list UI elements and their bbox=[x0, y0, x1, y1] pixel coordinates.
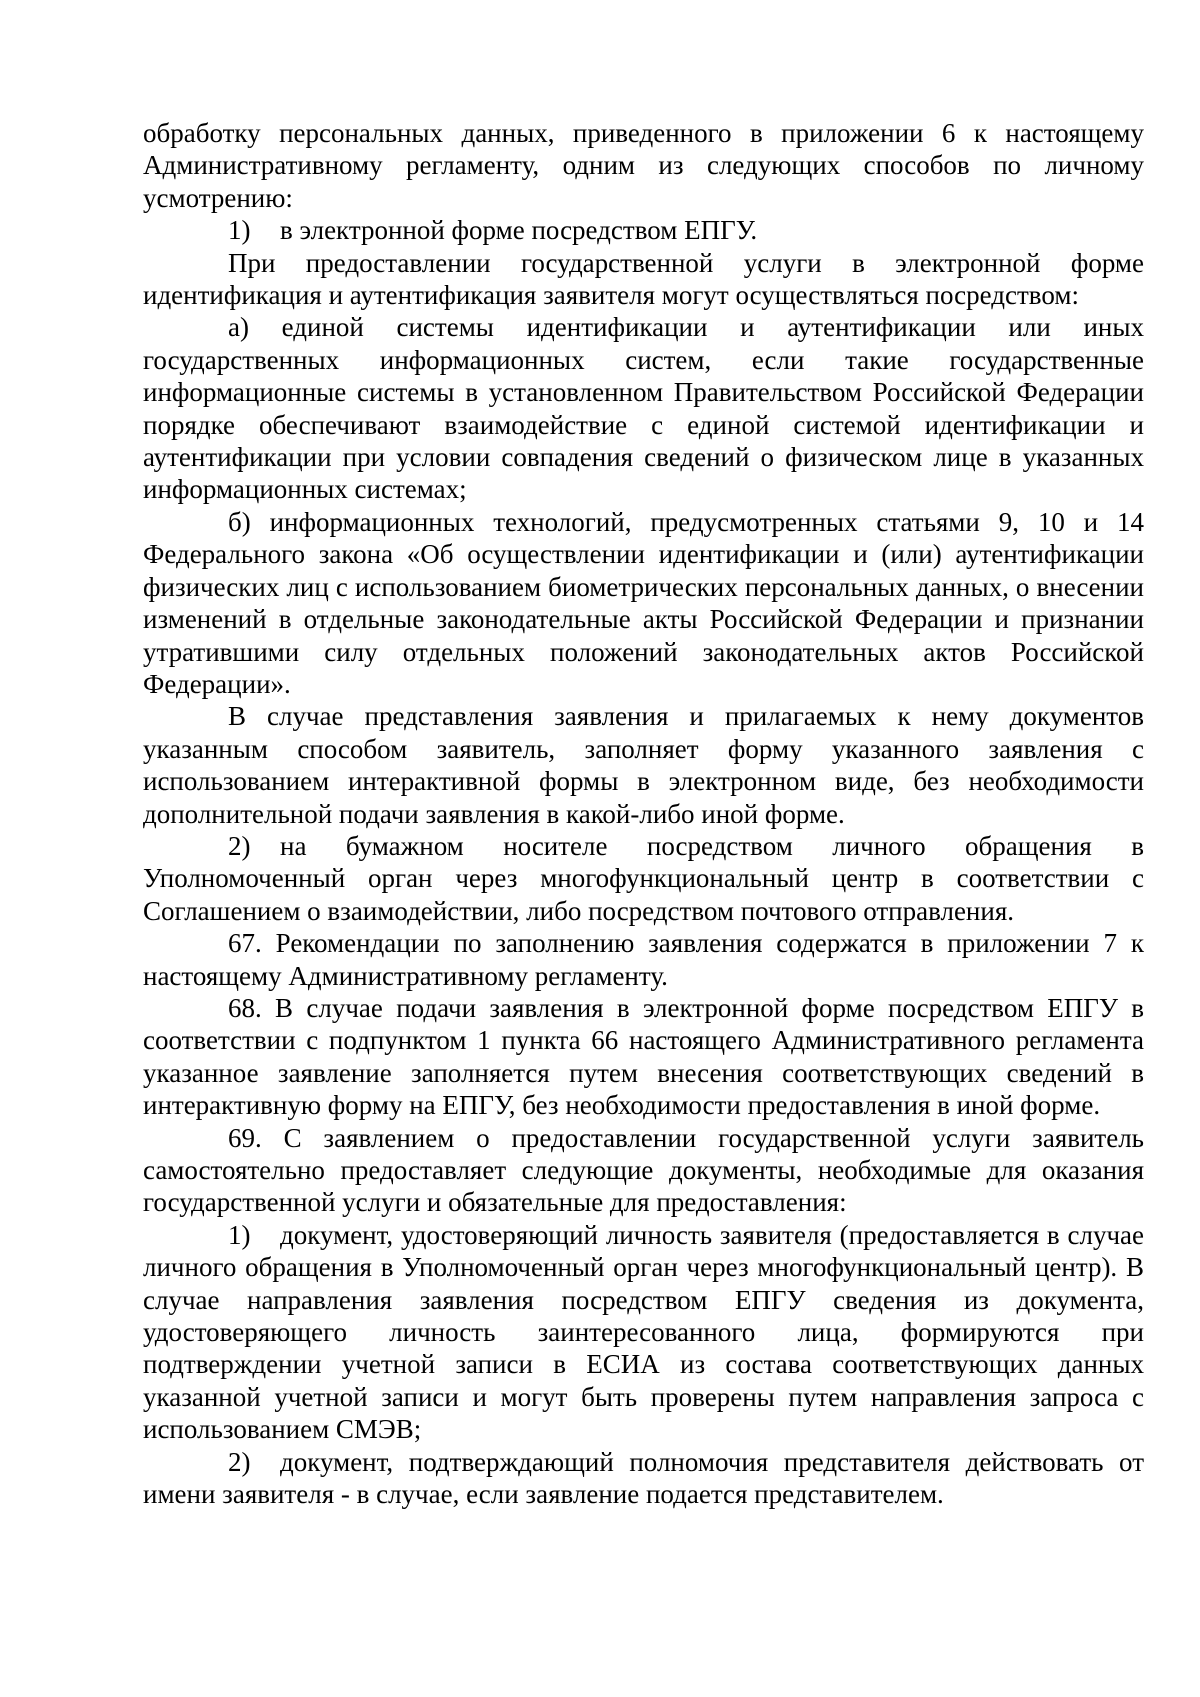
list-item-text: в электронной форме посредством ЕПГУ. bbox=[280, 215, 758, 246]
list-marker: 1) bbox=[228, 1219, 251, 1250]
list-item-text: документ, удостоверяющий личность заявителя (предоставляется в случае личного обращения в Уполномоченный орган через многофункциональный центр). В случае направления заявления посредством ЕПГУ сведения из документа, удостоверяющего личность заинтересованного лица, формируются при подтверждении учетной записи в ЕСИА из состава соответствующих данных указанной учетной записи и могут быть проверены путем направления запроса с использованием СМЭВ; bbox=[143, 1219, 1144, 1445]
document-body bbox=[143, 117, 1144, 1510]
list-marker: 2) bbox=[228, 830, 251, 861]
paragraph-67: 67. Рекомендации по заполнению заявления содержатся в приложении 7 к настоящему Административному регламенту. bbox=[143, 928, 1144, 991]
list-marker: 2) bbox=[228, 1446, 251, 1477]
paragraph-interactive-form: В случае представления заявления и прилагаемых к нему документов указанным способом заявитель, заполняет форму указанного заявления с использованием интерактивной формы в электронном виде, без необходимости дополнительной подачи заявления в какой-либо иной форме. bbox=[143, 701, 1144, 829]
paragraph-subitem-a: а) единой системы идентификации и аутентификации или иных государственных информационных систем, если такие государственные информационные системы в установленном Правительством Российской Федерации порядке обеспечивают взаимодействие с единой системой идентификации и аутентификации при условии совпадения сведений о физическом лице в указанных информационных системах; bbox=[143, 312, 1144, 505]
list-item-text: документ, подтверждающий полномочия представителя действовать от имени заявителя - в случае, если заявление подается представителем. bbox=[143, 1446, 1144, 1510]
list-marker: 1) bbox=[228, 215, 251, 246]
paragraph-69: 69. С заявлением о предоставлении государственной услуги заявитель самостоятельно предоставляет следующие документы, необходимые для оказания государственной услуги и обязательные для предоставления: bbox=[143, 1122, 1144, 1218]
list-item-paper bbox=[143, 830, 1144, 927]
list-item-identity-document bbox=[143, 1219, 1144, 1446]
list-item-authority-document bbox=[143, 1446, 1144, 1511]
paragraph-consent-methods: обработку персональных данных, приведенного в приложении 6 к настоящему Административному регламенту, одним из следующих способов по личному усмотрению: bbox=[143, 118, 1144, 213]
paragraph-subitem-b: б) информационных технологий, предусмотренных статьями 9, 10 и 14 Федерального закона «Об осуществлении идентификации и (или) аутентификации физических лиц с использованием биометрических персональных данных, о внесении изменений в отдельные законодательные акты Российской Федерации и признании утратившими силу отдельных положений законодательных актов Российской Федерации». bbox=[143, 506, 1144, 699]
paragraph-68: 68. В случае подачи заявления в электронной форме посредством ЕПГУ в соответствии с подпунктом 1 пункта 66 настоящего Административного регламента указанное заявление заполняется путем внесения соответствующих сведений в интерактивную форму на ЕПГУ, без необходимости предоставления в иной форме. bbox=[143, 992, 1144, 1121]
paragraph-identification: При предоставлении государственной услуги в электронной форме идентификация и аутентификация заявителя могут осуществляться посредством: bbox=[143, 247, 1144, 311]
list-item-text: на бумажном носителе посредством личного обращения в Уполномоченный орган через многофункциональный центр в соответствии с Соглашением о взаимодействии, либо посредством почтового отправления. bbox=[143, 830, 1144, 926]
list-item-electronic bbox=[143, 214, 1144, 246]
